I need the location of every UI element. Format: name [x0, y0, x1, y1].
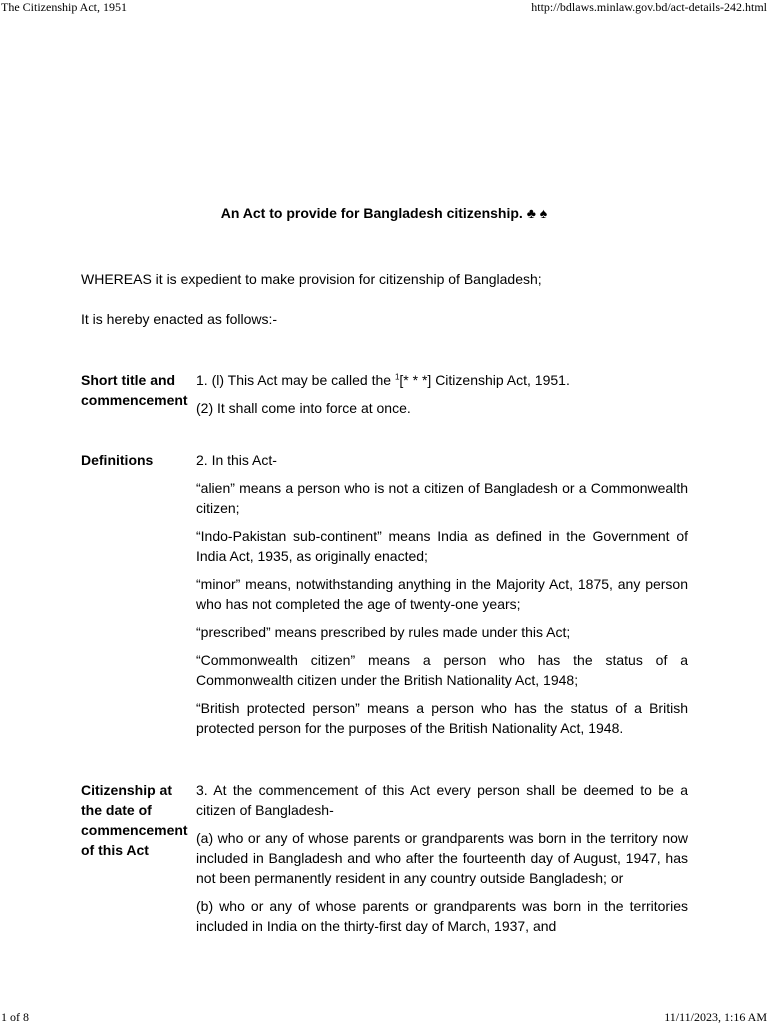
section-1-label: Short title and commencement [81, 372, 188, 408]
section-3-body [196, 780, 688, 944]
act-title: An Act to provide for Bangladesh citizenship. ♣ ♠ [220, 205, 548, 221]
definition-indo-pakistan: “Indo-Pakistan sub-continent” means India as defined in the Government of India Act, 1935, as originally enacted; [196, 528, 688, 564]
preamble-whereas: WHEREAS it is expedient to make provision for citizenship of Bangladesh; [81, 271, 542, 287]
section-1-clause-1: 1. (l) This Act may be called the $^1$[* * *] Citizenship Act, 1951. [196, 372, 570, 388]
print-header [0, 0, 768, 15]
section-3-clause-b: (b) who or any of whose parents or grandparents was born in the territories included in India on the thirty-first day of March, 1937, and [196, 898, 688, 934]
section-2-body [196, 450, 688, 746]
section-1-clause-2: (2) It shall come into force at once. [196, 400, 411, 416]
print-header-url: http://bdlaws.minlaw.gov.bd/act-details-242.html [531, 0, 767, 14]
footnote-ref[interactable]: 1 [394, 372, 400, 382]
print-header-title: The Citizenship Act, 1951 [1, 0, 127, 14]
section-3-clause-a: (a) who or any of whose parents or grandparents was born in the territory now included in Bangladesh and who after the fourteenth day of August, 1947, has not been permanently resident in any country outside Bangladesh; or [196, 830, 688, 886]
print-footer [0, 1010, 768, 1025]
definition-prescribed: “prescribed” means prescribed by rules made under this Act; [196, 624, 571, 640]
page-number: 1 of 8 [1, 1010, 29, 1024]
section-1-body [196, 370, 688, 426]
section-3-label: Citizenship at the date of commencement of this Act [81, 782, 188, 858]
definition-commonwealth-citizen: “Commonwealth citizen” means a person who has the status of a Commonwealth citizen under the British Nationality Act, 1948; [196, 652, 688, 688]
section-2-intro: 2. In this Act- [196, 452, 277, 468]
print-timestamp: 11/11/2023, 1:16 AM [664, 1010, 767, 1024]
definition-alien: “alien” means a person who is not a citizen of Bangladesh or a Commonwealth citizen; [196, 480, 688, 516]
section-3-intro: 3. At the commencement of this Act every person shall be deemed to be a citizen of Bangladesh- [196, 782, 688, 818]
definition-british-protected-person: “British protected person” means a person who has the status of a British protected person for the purposes of the British Nationality Act, 1948. [196, 700, 688, 736]
section-2-label: Definitions [81, 452, 154, 468]
preamble-enacted: It is hereby enacted as follows:- [81, 311, 278, 327]
definition-minor: “minor” means, notwithstanding anything in the Majority Act, 1875, any person who has not completed the age of twenty-one years; [196, 576, 688, 612]
